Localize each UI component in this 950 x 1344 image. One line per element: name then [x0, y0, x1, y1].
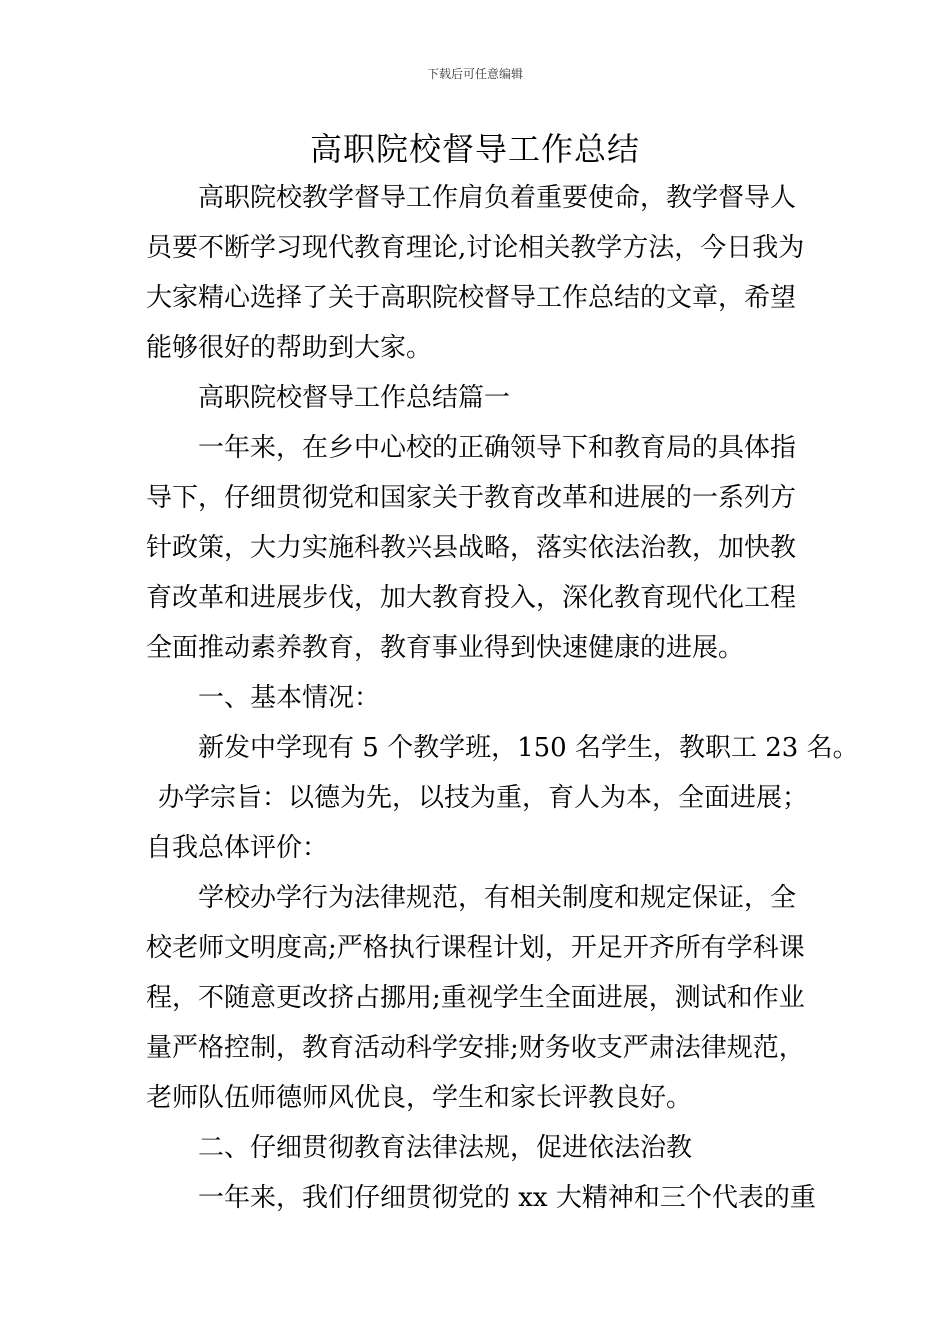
body-line: 一年来，我们仔细贯彻党的 xx 大精神和三个代表的重 — [198, 1183, 816, 1213]
body-line: 自我总体评价： — [146, 833, 329, 863]
body-line: 一年来，在乡中心校的正确领导下和教育局的具体指 — [198, 433, 797, 463]
body-line: 育改革和进展步伐，加大教育投入，深化教育现代化工程 — [146, 583, 797, 613]
body-line: 高职院校教学督导工作肩负着重要使命，教学督导人 — [198, 183, 797, 213]
header-note: 下载后可任意编辑 — [426, 67, 523, 81]
section-heading: 二、仔细贯彻教育法律法规，促进依法治教 — [198, 1133, 693, 1163]
body-line: 老师队伍师德师风优良，学生和家长评教良好。 — [146, 1083, 693, 1113]
body-line: 能够很好的帮助到大家。 — [146, 333, 433, 363]
body-line: 针政策，大力实施科教兴县战略，落实依法治教，加快教 — [146, 533, 797, 563]
body-line: 办学宗旨：以德为先，以技为重，育人为本，全面进展； — [158, 783, 809, 813]
body-line: 学校办学行为法律规范，有相关制度和规定保证，全 — [198, 883, 797, 913]
document-title: 高职院校督导工作总结 — [309, 130, 640, 168]
body-line: 新发中学现有 5 个教学班，150 名学生，教职工 23 名。 — [198, 733, 859, 763]
body-line: 员要不断学习现代教育理论,讨论相关教学方法，今日我为 — [146, 233, 805, 263]
body-line: 校老师文明度高;严格执行课程计划，开足开齐所有学科课 — [146, 933, 805, 963]
section-heading: 一、基本情况： — [198, 683, 381, 713]
body-line: 全面推动素养教育，教育事业得到快速健康的进展。 — [146, 633, 745, 663]
section-heading: 高职院校督导工作总结篇一 — [198, 383, 511, 413]
body-line: 量严格控制，教育活动科学安排;财务收支严肃法律规范， — [146, 1033, 805, 1063]
body-line: 程，不随意更改挤占挪用;重视学生全面进展，测试和作业 — [146, 983, 805, 1013]
body-line: 导下，仔细贯彻党和国家关于教育改革和进展的一系列方 — [146, 483, 797, 513]
body-line: 大家精心选择了关于高职院校督导工作总结的文章，希望 — [146, 283, 797, 313]
